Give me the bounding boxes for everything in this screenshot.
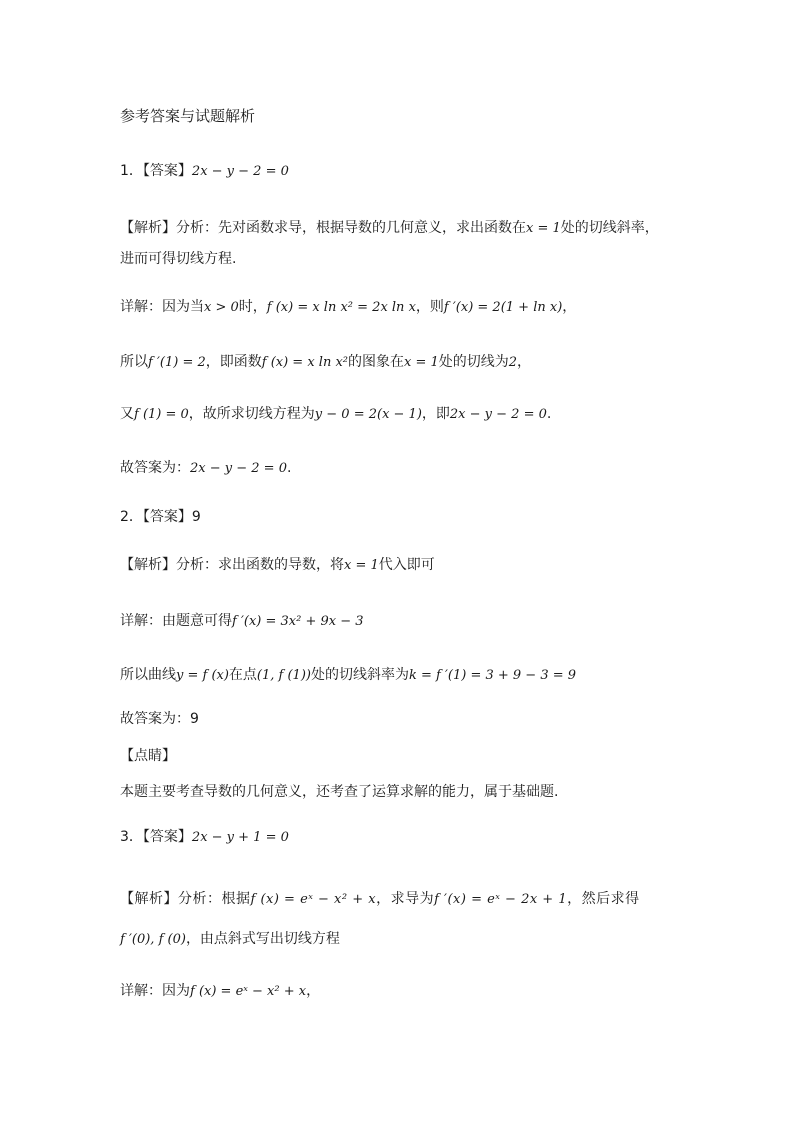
- q2-curve-math1: y = f (x): [176, 668, 229, 683]
- q1-detail-c-math2: y − 0 = 2(x − 1): [314, 407, 422, 422]
- q1-detail-b-text5: ，: [517, 354, 532, 370]
- q2-curve-text1: 所以曲线: [120, 667, 176, 683]
- q1-detail-a-text3: ，: [562, 299, 577, 315]
- q1-final-text1: 故答案为：: [120, 460, 190, 476]
- q1-analysis-head: 【解析】分析：先对函数求导，根据导数的几何意义，求出函数在: [120, 220, 526, 236]
- q2-answer-head: 2．【答案】: [120, 509, 192, 525]
- q1-answer-head: 1．【答案】: [120, 163, 192, 179]
- q1-detail-b-math3: x = 1: [404, 355, 439, 370]
- q1-detail-b-text3: 的图象在: [348, 354, 404, 370]
- q1-final-math1: 2x − y − 2 = 0: [190, 461, 287, 476]
- q2-detail-math1: f ′(x) = 3x² + 9x − 3: [232, 614, 364, 629]
- q1-detail-line-a: [120, 297, 576, 318]
- q1-detail-b-text2: ，即函数: [205, 354, 262, 370]
- q3-analysis-line-2: [120, 929, 340, 950]
- q3-answer-head: 3．【答案】: [120, 829, 192, 845]
- q1-detail-c-text3: ，即: [421, 406, 450, 422]
- q1-detail-c-text4: .: [546, 406, 552, 422]
- q3-analysis-line: [120, 889, 640, 910]
- q2-answer-line: [120, 507, 201, 527]
- q1-detail-a-math1: x > 0: [204, 300, 239, 315]
- q3-analysis-text2: ，求导为: [376, 891, 435, 907]
- q2-final-line: 故答案为：9: [120, 711, 199, 727]
- q3-analysis2-text1: ，由点斜式写出切线方程: [185, 931, 340, 947]
- q1-detail-b-text4: 处的切线为: [438, 354, 509, 370]
- q1-analysis-line: [120, 218, 659, 239]
- q1-detail-c-math3: 2x − y − 2 = 0: [449, 407, 547, 422]
- q1-detail-b-text1: 所以: [120, 354, 148, 370]
- q2-curve-line: [120, 665, 576, 686]
- q1-detail-a-math3: f ′(x) = 2(1 + ln x): [443, 300, 563, 315]
- q1-detail-a-math2: f (x) = x ln x² = 2x ln x: [266, 300, 416, 315]
- q3-analysis-text1: 【解析】分析：根据: [120, 891, 251, 907]
- q1-detail-b-math2: f (x) = x ln x²: [261, 355, 348, 370]
- q2-detail-line: [120, 611, 364, 632]
- q1-detail-c-text1: 又: [120, 406, 134, 422]
- q1-detail-a-text: 详解：因为当: [120, 299, 204, 315]
- q1-detail-c-math1: f (1) = 0: [134, 407, 189, 422]
- q2-comment-text: 本题主要考查导数的几何意义，还考查了运算求解的能力，属于基础题.: [120, 784, 559, 800]
- q2-curve-text3: 处的切线斜率为: [310, 667, 409, 683]
- page-title: 参考答案与试题解析: [120, 107, 256, 125]
- q1-detail-c-text2: ，故所求切线方程为: [188, 406, 315, 422]
- q1-final-text2: .: [286, 460, 292, 476]
- q1-answer-math: 2x − y − 2 = 0: [191, 164, 289, 179]
- q3-detail-text1: 详解：因为: [120, 983, 190, 999]
- q3-detail-math1: f (x) = eˣ − x² + x: [190, 984, 307, 999]
- q3-answer-math: 2x − y + 1 = 0: [191, 830, 289, 845]
- q2-curve-math2: (1, f (1)): [256, 668, 311, 683]
- q2-curve-math3: k = f ′(1) = 3 + 9 − 3 = 9: [408, 668, 577, 683]
- q1-analysis-math: x = 1: [526, 221, 561, 236]
- q3-analysis-math1: f (x) = eˣ − x² + x: [250, 892, 377, 907]
- q1-detail-line-c: [120, 404, 551, 425]
- q2-answer-value: 9: [191, 509, 201, 525]
- q2-analysis-text1: 【解析】分析：求出函数的导数，将: [120, 557, 344, 573]
- q1-analysis-tail: 处的切线斜率，: [560, 220, 659, 236]
- q3-analysis-text3: ，然后求得: [567, 891, 640, 907]
- q3-detail-line: [120, 981, 320, 1002]
- q1-answer-line: [120, 161, 289, 182]
- q1-detail-b-math1: f ′(1) = 2: [148, 355, 206, 370]
- q3-answer-line: [120, 827, 289, 848]
- q2-detail-text1: 详解：由题意可得: [120, 613, 232, 629]
- q1-detail-b-math4: 2: [508, 355, 518, 370]
- q3-analysis-math2: f ′(x) = eˣ − 2x + 1: [434, 892, 568, 907]
- q2-comment-head: 【点睛】: [120, 748, 176, 764]
- q1-analysis-cont: 进而可得切线方程.: [120, 251, 237, 267]
- q1-detail-line-b: [120, 352, 531, 373]
- q2-curve-text2: 在点: [228, 667, 257, 683]
- q2-analysis-math1: x = 1: [344, 558, 379, 573]
- q2-analysis-text2: 代入即可: [378, 557, 435, 573]
- q3-analysis2-math1: f ′(0), f (0): [120, 932, 186, 947]
- q2-analysis-line: [120, 555, 435, 576]
- q1-final-line: [120, 458, 291, 479]
- q1-detail-a-text2: ，则: [415, 299, 444, 315]
- q1-detail-a-text1: 时，: [238, 299, 267, 315]
- q3-detail-text2: ，: [306, 983, 321, 999]
